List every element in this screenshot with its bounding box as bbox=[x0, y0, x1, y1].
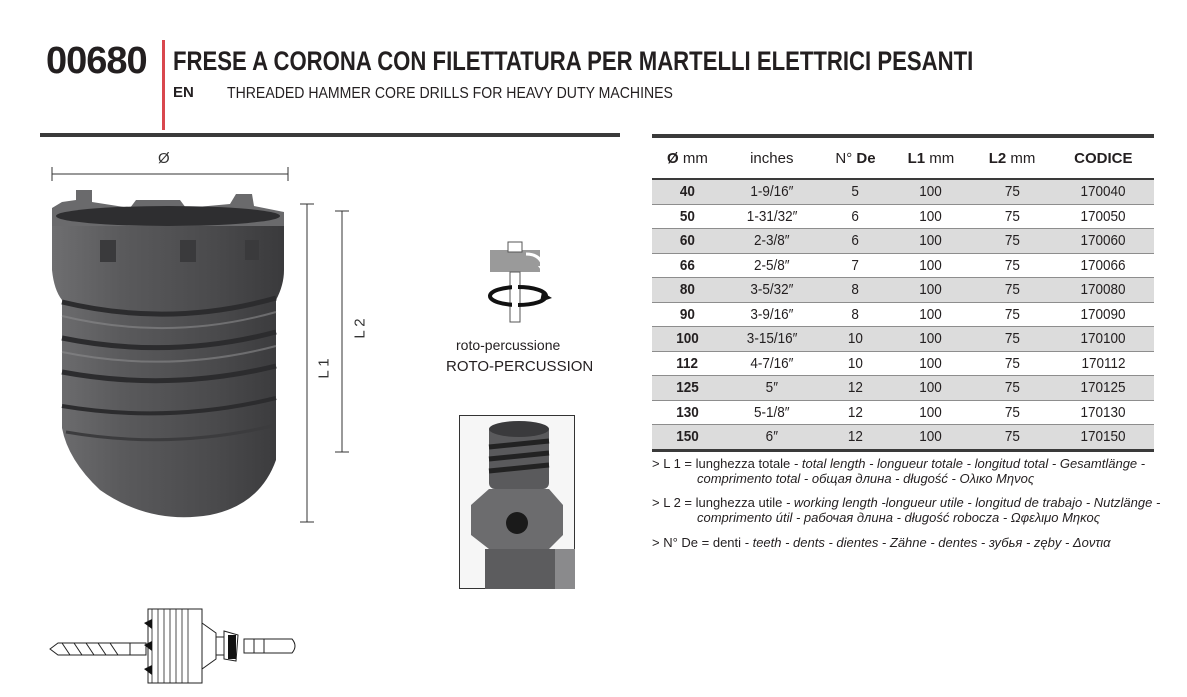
cell-diameter: 100 bbox=[652, 327, 723, 352]
cell-l1: 100 bbox=[890, 302, 971, 327]
l2-label: L 2 bbox=[351, 318, 369, 339]
cell-teeth: 12 bbox=[821, 376, 891, 401]
cell-diameter: 80 bbox=[652, 278, 723, 303]
cell-diameter: 66 bbox=[652, 253, 723, 278]
table-row bbox=[652, 204, 1154, 229]
cell-inches: 5″ bbox=[723, 376, 821, 401]
cell-teeth: 6 bbox=[821, 229, 891, 254]
note-l2-key: > L 2 = lunghezza utile bbox=[652, 495, 783, 510]
product-code: 00680 bbox=[46, 40, 147, 82]
note-l1-translations: - total length - longueur totale - longitud total - Gesamtlänge - bbox=[790, 456, 1146, 471]
note-teeth bbox=[652, 535, 1187, 550]
cell-code: 170066 bbox=[1053, 253, 1154, 278]
cell-inches: 3-9/16″ bbox=[723, 302, 821, 327]
cell-diameter: 125 bbox=[652, 376, 723, 401]
table-row bbox=[652, 376, 1154, 401]
cell-l1: 100 bbox=[890, 229, 971, 254]
table-row bbox=[652, 229, 1154, 254]
cell-code: 170060 bbox=[1053, 229, 1154, 254]
cell-inches: 6″ bbox=[723, 425, 821, 451]
table-row bbox=[652, 425, 1154, 451]
cell-diameter: 60 bbox=[652, 229, 723, 254]
cell-code: 170050 bbox=[1053, 204, 1154, 229]
cell-l1: 100 bbox=[890, 327, 971, 352]
roto-percussion-icon bbox=[482, 240, 554, 328]
cell-diameter: 130 bbox=[652, 400, 723, 425]
cell-teeth: 10 bbox=[821, 327, 891, 352]
cell-inches: 4-7/16″ bbox=[723, 351, 821, 376]
note-l1-key: > L 1 = lunghezza totale bbox=[652, 456, 791, 471]
core-drill-drawing bbox=[40, 160, 360, 540]
table-row bbox=[652, 179, 1154, 204]
cell-code: 170125 bbox=[1053, 376, 1154, 401]
cell-l2: 75 bbox=[971, 400, 1052, 425]
cell-l1: 100 bbox=[890, 179, 971, 204]
cell-diameter: 112 bbox=[652, 351, 723, 376]
col-header-inches: inches bbox=[723, 136, 821, 179]
cell-inches: 3-5/32″ bbox=[723, 278, 821, 303]
cell-teeth: 10 bbox=[821, 351, 891, 376]
table-row bbox=[652, 302, 1154, 327]
page-subtitle-en: THREADED HAMMER CORE DRILLS FOR HEAVY DUTY MACHINES bbox=[227, 85, 673, 102]
cell-code: 170150 bbox=[1053, 425, 1154, 451]
cell-l1: 100 bbox=[890, 204, 971, 229]
cell-diameter: 150 bbox=[652, 425, 723, 451]
cell-teeth: 12 bbox=[821, 425, 891, 451]
cell-code: 170040 bbox=[1053, 179, 1154, 204]
l1-label: L 1 bbox=[315, 358, 333, 379]
cell-diameter: 50 bbox=[652, 204, 723, 229]
cell-l2: 75 bbox=[971, 179, 1052, 204]
col-header-teeth: N° De bbox=[821, 136, 891, 179]
page-title: FRESE A CORONA CON FILETTATURA PER MARTELLI ELETTRICI PESANTI bbox=[173, 46, 974, 76]
cell-l1: 100 bbox=[890, 425, 971, 451]
cell-teeth: 12 bbox=[821, 400, 891, 425]
cell-teeth: 8 bbox=[821, 278, 891, 303]
cell-l2: 75 bbox=[971, 351, 1052, 376]
thread-detail-photo bbox=[459, 415, 575, 589]
note-teeth-translations: - teeth - dents - dientes - Zähne - dentes - зубья - zęby - Δοντια bbox=[741, 535, 1111, 550]
note-l1 bbox=[652, 456, 1187, 486]
cell-inches: 2-3/8″ bbox=[723, 229, 821, 254]
table-row bbox=[652, 253, 1154, 278]
roto-percussion-label-en: ROTO-PERCUSSION bbox=[446, 358, 594, 375]
cell-l1: 100 bbox=[890, 278, 971, 303]
note-l2-translations-cont: comprimento útil - рабочая длина - długość robocza - Ωφελιμο Μηκος bbox=[697, 510, 1101, 525]
table-row bbox=[652, 351, 1154, 376]
cell-code: 170080 bbox=[1053, 278, 1154, 303]
cell-code: 170130 bbox=[1053, 400, 1154, 425]
cell-code: 170112 bbox=[1053, 351, 1154, 376]
cell-code: 170090 bbox=[1053, 302, 1154, 327]
cell-l1: 100 bbox=[890, 253, 971, 278]
cell-code: 170100 bbox=[1053, 327, 1154, 352]
col-header-l1: L1 mm bbox=[890, 136, 971, 179]
cell-teeth: 7 bbox=[821, 253, 891, 278]
cell-diameter: 90 bbox=[652, 302, 723, 327]
cell-teeth: 8 bbox=[821, 302, 891, 327]
cell-teeth: 6 bbox=[821, 204, 891, 229]
cell-inches: 1-31/32″ bbox=[723, 204, 821, 229]
cell-l2: 75 bbox=[971, 302, 1052, 327]
roto-percussion-label-it: roto-percussione bbox=[456, 337, 561, 353]
note-l2 bbox=[652, 495, 1187, 525]
cell-l2: 75 bbox=[971, 376, 1052, 401]
table-row bbox=[652, 327, 1154, 352]
table-header-row bbox=[652, 136, 1154, 179]
header-divider bbox=[162, 40, 165, 130]
diameter-label: Ø bbox=[158, 150, 170, 167]
note-teeth-key: > N° De = denti bbox=[652, 535, 742, 550]
cell-l1: 100 bbox=[890, 351, 971, 376]
cell-l2: 75 bbox=[971, 327, 1052, 352]
assembly-schematic bbox=[48, 605, 298, 685]
cell-diameter: 40 bbox=[652, 179, 723, 204]
table-row bbox=[652, 400, 1154, 425]
col-header-l2: L2 mm bbox=[971, 136, 1052, 179]
cell-teeth: 5 bbox=[821, 179, 891, 204]
cell-l2: 75 bbox=[971, 253, 1052, 278]
col-header-code: CODICE bbox=[1053, 136, 1154, 179]
cell-inches: 5-1/8″ bbox=[723, 400, 821, 425]
cell-inches: 3-15/16″ bbox=[723, 327, 821, 352]
cell-l2: 75 bbox=[971, 425, 1052, 451]
cell-l2: 75 bbox=[971, 229, 1052, 254]
cell-l2: 75 bbox=[971, 204, 1052, 229]
col-header-diameter: Ø mm bbox=[652, 136, 723, 179]
note-l1-translations-cont: comprimento total - общая длина - długość - Ολικο Μηνος bbox=[697, 471, 1035, 486]
spec-table bbox=[652, 134, 1154, 452]
cell-inches: 2-5/8″ bbox=[723, 253, 821, 278]
note-l2-translations: - working length -longueur utile - longitud de trabajo - Nutzlänge - bbox=[782, 495, 1161, 510]
cell-l2: 75 bbox=[971, 278, 1052, 303]
cell-l1: 100 bbox=[890, 400, 971, 425]
section-rule bbox=[40, 133, 620, 137]
language-tag: EN bbox=[173, 84, 194, 101]
cell-l1: 100 bbox=[890, 376, 971, 401]
cell-inches: 1-9/16″ bbox=[723, 179, 821, 204]
table-row bbox=[652, 278, 1154, 303]
